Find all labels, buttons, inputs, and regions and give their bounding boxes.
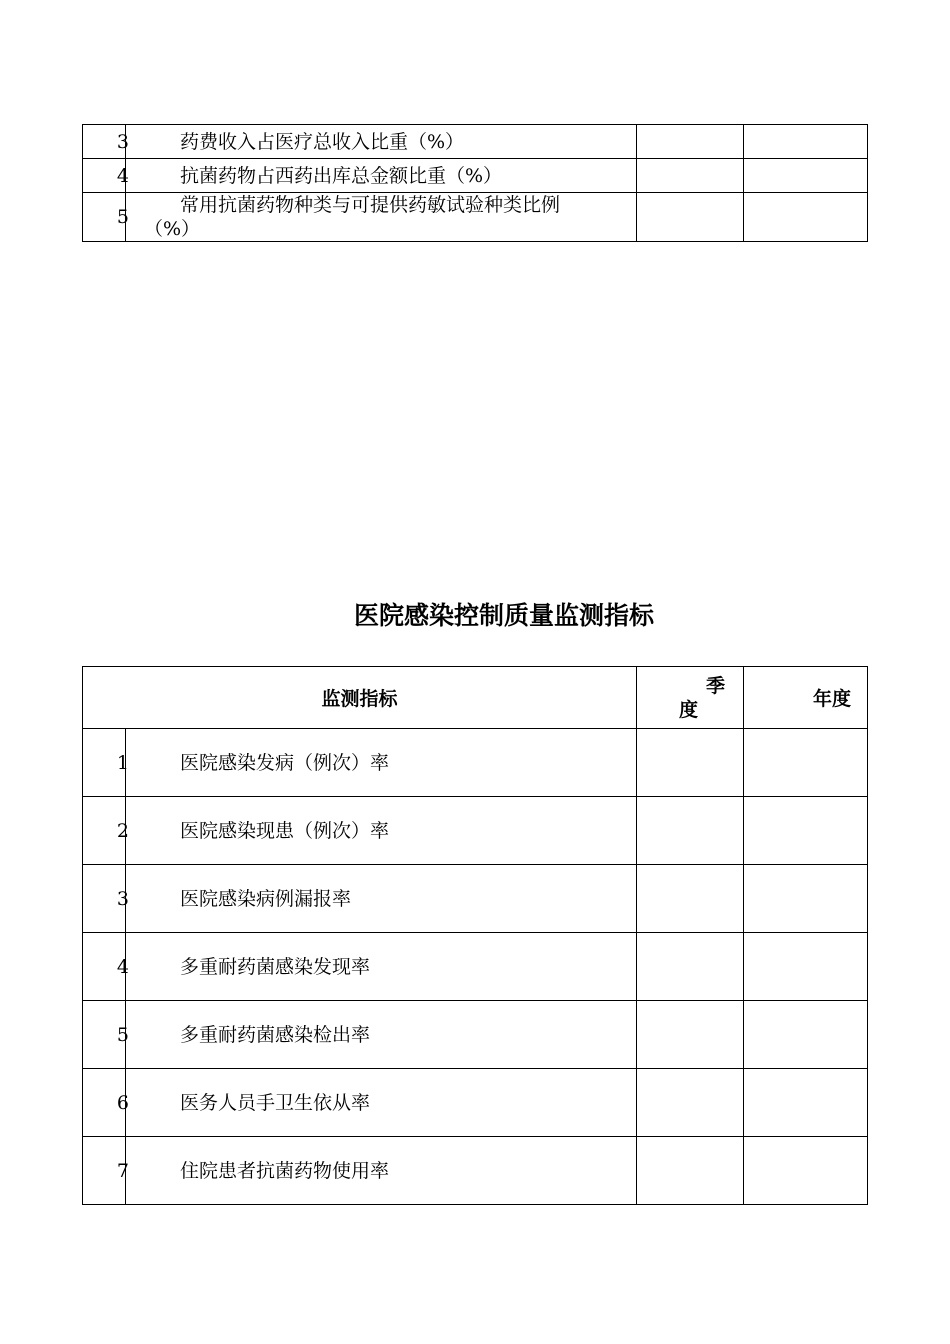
header-year: 年度 [744,667,868,729]
row-number: 5 [83,193,126,242]
row-number: 7 [83,1137,126,1205]
table-row [83,159,868,193]
header-indicator: 监测指标 [83,667,637,729]
table-row [83,933,868,1001]
season-cell[interactable] [637,933,744,1001]
season-cell[interactable] [637,1001,744,1069]
header-season [637,667,744,729]
row-number: 3 [83,865,126,933]
table-row [83,193,868,242]
year-cell[interactable] [744,193,868,242]
row-number: 3 [83,125,126,159]
year-cell[interactable] [744,797,868,865]
header-season-line1: 季 [706,674,726,697]
row-number: 1 [83,729,126,797]
infection-indicator-table [82,666,868,1205]
indicator-label [126,193,637,242]
row-number: 6 [83,1069,126,1137]
season-cell[interactable] [637,193,744,242]
indicator-label: 医院感染病例漏报率 [126,865,637,933]
table-row [83,865,868,933]
table-row [83,797,868,865]
year-cell[interactable] [744,1137,868,1205]
indicator-label: 药费收入占医疗总收入比重（%） [126,125,637,159]
indicator-label: 住院患者抗菌药物使用率 [126,1137,637,1205]
indicator-label-line2: （%） [144,218,201,240]
season-cell[interactable] [637,1137,744,1205]
table-row [83,125,868,159]
season-cell[interactable] [637,797,744,865]
row-number: 4 [83,933,126,1001]
indicator-label-line1: 常用抗菌药物种类与可提供药敏试验种类比例 [180,194,561,216]
row-number: 2 [83,797,126,865]
season-cell[interactable] [637,159,744,193]
indicator-label: 多重耐药菌感染发现率 [126,933,637,1001]
year-cell[interactable] [744,159,868,193]
table-row [83,1069,868,1137]
year-cell[interactable] [744,1001,868,1069]
row-number: 4 [83,159,126,193]
table-row [83,729,868,797]
indicator-label: 多重耐药菌感染检出率 [126,1001,637,1069]
table-header-row [83,667,868,729]
drug-indicator-table [82,124,868,242]
table-row [83,1001,868,1069]
indicator-label: 抗菌药物占西药出库总金额比重（%） [126,159,637,193]
season-cell[interactable] [637,729,744,797]
season-cell[interactable] [637,125,744,159]
year-cell[interactable] [744,865,868,933]
section-title: 医院感染控制质量监测指标 [353,601,654,630]
indicator-label: 医院感染现患（例次）率 [126,797,637,865]
table-row [83,1137,868,1205]
indicator-label: 医院感染发病（例次）率 [126,729,637,797]
year-cell[interactable] [744,125,868,159]
season-cell[interactable] [637,865,744,933]
season-cell[interactable] [637,1069,744,1137]
header-season-line2: 度 [679,698,699,721]
indicator-label: 医务人员手卫生依从率 [126,1069,637,1137]
row-number: 5 [83,1001,126,1069]
year-cell[interactable] [744,729,868,797]
year-cell[interactable] [744,933,868,1001]
year-cell[interactable] [744,1069,868,1137]
